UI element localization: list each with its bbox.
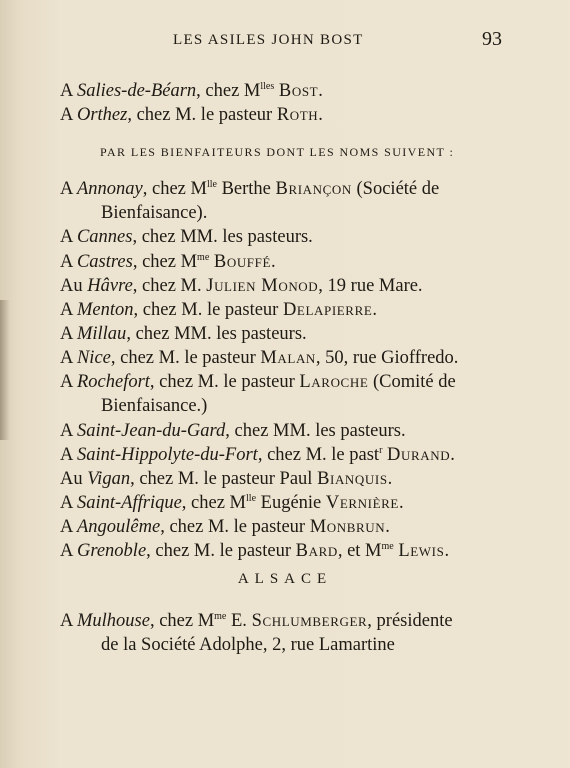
entry-place: Castres [76, 252, 133, 272]
donor-entry [101, 202, 207, 224]
entry-text: . [450, 445, 455, 465]
page-number: 93 [482, 28, 502, 50]
donor-entry [60, 251, 276, 273]
entry-place: Orthez [76, 105, 128, 125]
entry-place: Millau [76, 324, 127, 344]
entry-name: Bouffé [213, 252, 272, 272]
entry-name: Delapierre [282, 300, 373, 320]
donor-entry [60, 299, 377, 321]
entry-text: , chez M. le past [257, 445, 380, 465]
entry-text: , chez M [142, 179, 207, 199]
entry-place: Hâvre [87, 276, 133, 296]
entry-continuation: de la Société Adolphe, 2, rue Lamartine [101, 635, 395, 655]
donor-entry [60, 492, 404, 514]
entry-orthez [60, 104, 323, 126]
entry-prep: A [60, 348, 73, 368]
donor-entry [60, 371, 456, 393]
entry-place: Menton [76, 300, 134, 320]
donor-entry [60, 468, 392, 490]
entry-text: , et M [337, 541, 382, 561]
entry-text: , chez M [181, 493, 247, 513]
entry-name: Malan [260, 348, 316, 368]
entry-text: , chez M [149, 611, 215, 631]
entry-text: . [387, 469, 393, 489]
entry-prep: A [60, 541, 73, 561]
entry-text: , chez M [196, 81, 261, 101]
entry-name: Bost [278, 81, 319, 101]
entry-prep: A [60, 421, 73, 441]
entry-prep: A [60, 517, 73, 537]
entry-text: Berthe [216, 179, 276, 199]
entry-text: , chez M. le pasteur [146, 541, 296, 561]
entry-text: (Comité de [368, 372, 456, 392]
entry-text: . [318, 81, 323, 101]
entry-name: Bianquis [317, 469, 388, 489]
entry-prep: Au [60, 276, 83, 296]
donor-entry [60, 226, 313, 248]
donor-entry [60, 444, 455, 466]
donor-entry [60, 516, 390, 538]
entry-text: , chez MM. les pasteurs. [132, 227, 313, 247]
running-head: LES ASILES JOHN BOST [173, 32, 364, 48]
entry-text: . [444, 541, 450, 561]
entry-text: . [398, 493, 404, 513]
entry-salies [60, 80, 323, 102]
entry-text: , chez M. le pasteur [110, 348, 261, 368]
entry-prep: Au [60, 469, 83, 489]
entry-text: , chez M. le pasteur Paul [130, 469, 318, 489]
entry-name: Bard [295, 541, 338, 561]
entry-prep: A [60, 372, 73, 392]
entry-text: E. [226, 611, 252, 631]
entry-text: . [372, 300, 378, 320]
entry-name: Lewis [398, 541, 445, 561]
entry-prep: A [60, 179, 73, 199]
entry-text: , chez M. le pasteur [127, 105, 277, 125]
entry-sup: me [214, 611, 227, 622]
entry-place: Saint-Affrique [76, 493, 182, 513]
entry-name: Monbrun [309, 517, 386, 537]
entry-place: Grenoble [76, 541, 147, 561]
entry-place: Saint-Hippolyte-du-Fort [76, 445, 258, 465]
entry-sup: me [381, 541, 394, 552]
page-header [0, 28, 570, 52]
entry-text: , 50, rue Gioffredo. [315, 348, 459, 368]
entry-text: , 19 rue Mare. [318, 276, 423, 296]
entry-text: , chez M. le pasteur [160, 517, 310, 537]
entry-name: Durand [387, 445, 451, 465]
donor-entry [101, 395, 207, 417]
entry-text: , chez M. le pasteur [149, 372, 300, 392]
alsace-entry [60, 610, 453, 632]
entry-name: Roth [276, 105, 319, 125]
page-edge-shadow [0, 300, 10, 440]
donor-entry [60, 420, 406, 442]
entry-text: . [271, 252, 276, 272]
entry-sup: me [197, 252, 210, 263]
entry-sup: lles [260, 81, 275, 92]
entry-text: , chez M. le pasteur [133, 300, 283, 320]
entry-name: Briançon [275, 179, 352, 199]
entry-sup: r [379, 445, 383, 456]
donor-entry [60, 540, 449, 562]
entry-prep: A [60, 227, 73, 247]
entry-name: Schlumberger [251, 611, 368, 631]
entry-prep: A [60, 81, 73, 101]
entry-place: Annonay [76, 179, 143, 199]
entry-place: Mulhouse [76, 611, 150, 631]
entry-place: Saint-Jean-du-Gard [76, 421, 226, 441]
entry-prep: A [60, 493, 73, 513]
entry-text: Eugénie [256, 493, 326, 513]
entry-prep: A [60, 252, 73, 272]
entry-continuation: Bienfaisance.) [101, 396, 208, 416]
entry-text: (Société de [351, 179, 440, 199]
entry-prep: A [60, 324, 73, 344]
entry-prep: A [60, 445, 73, 465]
entry-prep: A [60, 105, 73, 125]
entry-place: Cannes [76, 227, 133, 247]
entry-place: Nice [76, 348, 111, 368]
entry-prep: A [60, 611, 73, 631]
donor-entry [60, 347, 458, 369]
section-heading-alsace: ALSACE [237, 571, 333, 587]
entry-name: Vernière [325, 493, 399, 513]
entry-place: Rochefort [76, 372, 150, 392]
donor-entry [60, 275, 423, 297]
entry-continuation: Bienfaisance). [101, 203, 208, 223]
alsace-entry [101, 634, 395, 656]
entry-text: , chez MM. les pasteurs. [225, 421, 406, 441]
entry-text: , chez M. [132, 276, 207, 296]
entry-name: Laroche [299, 372, 369, 392]
entry-name: Julien Monod [206, 276, 319, 296]
entry-text: . [318, 105, 323, 125]
entry-text: , chez M [132, 252, 198, 272]
entry-place: Vigan [87, 469, 131, 489]
entry-text: , chez MM. les pasteurs. [126, 324, 307, 344]
entry-text: . [385, 517, 390, 537]
donor-entry [60, 178, 439, 200]
donors-subheading: PAR LES BIENFAITEURS DONT LES NOMS SUIVENT : [100, 145, 455, 159]
entry-sup: lle [246, 493, 257, 504]
entry-place: Angoulême [76, 517, 161, 537]
entry-text: , présidente [367, 611, 453, 631]
donor-entry [60, 323, 307, 345]
entry-sup: lle [206, 179, 217, 190]
entry-place: Salies-de-Béarn [76, 81, 197, 101]
entry-prep: A [60, 300, 73, 320]
